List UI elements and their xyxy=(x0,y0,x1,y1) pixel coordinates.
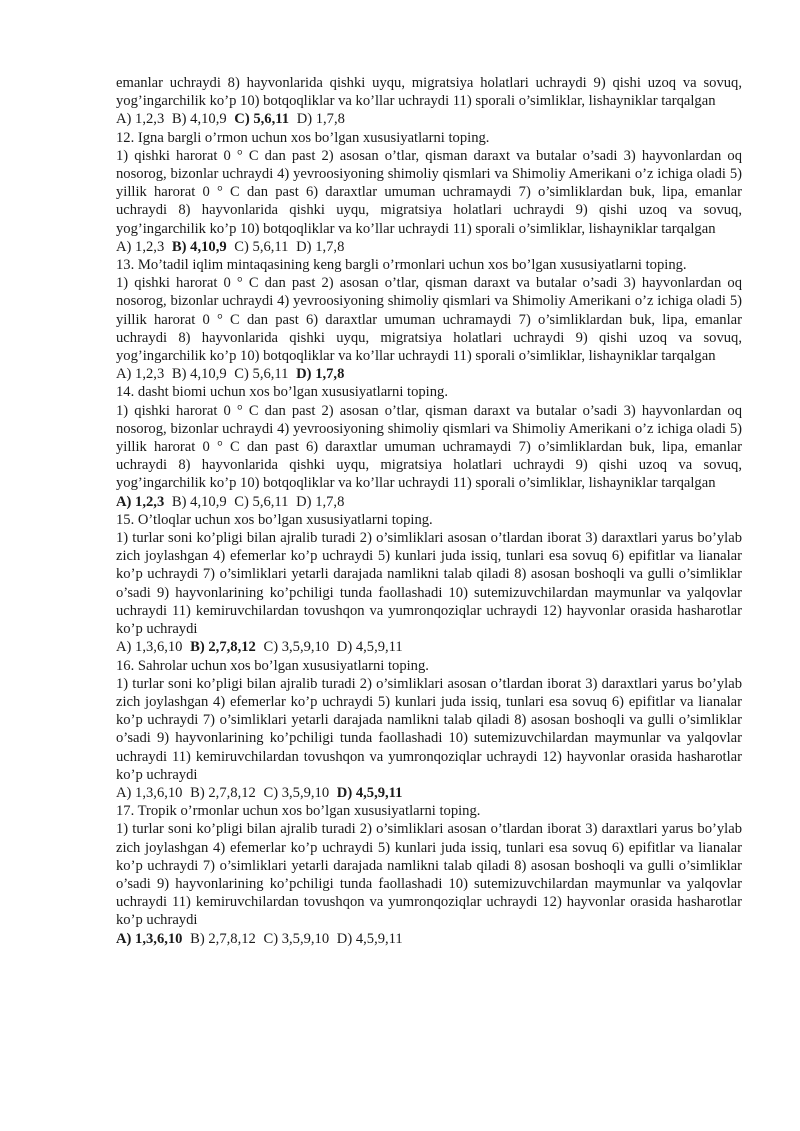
answer-option: D) 4,5,9,11 xyxy=(336,930,403,947)
answer-option: D) 1,7,8 xyxy=(296,238,345,255)
question-body: 1) qishki harorat 0 ° C dan past 2) asosan o’tlar, qisman daraxt va butalar o’sadi 3) hayvonlardan oq nosorog, bizonlar uchraydi 4) yevroosiyoning shimoliy qismlari va Shimoliy Amerikani o’z ichiga oladi 5) yillik harorat 0 ° C dan past 6) daraxtlar umuman uchramaydi 7) o’simliklardan buk, lipa, emanlar uchraydi 8) hayvonlarida qishki uyqu, migratsiya holatlari uchraydi 9) qishi uzoq va sovuq, yog’ingarchilik ko’p 10) botqoqliklar va ko’llar uchraydi 11) sporali o’simliklar, lishayniklar tarqalgan xyxy=(116,275,742,365)
intro-answers xyxy=(116,110,742,128)
answer-option: B) 4,10,9 xyxy=(171,111,227,128)
question-body: 1) turlar soni ko’pligi bilan ajralib turadi 2) o’simliklari asosan o’tlardan iborat 3) daraxtlari yarus bo’ylab zich joylashgan 4) efemerlar ko’p uchraydi 5) kunlari juda issiq, tunlari esa sovuq 6) epifitlar va lianalar ko’p uchraydi 7) o’simliklari yetarli darajada namlikni talab qiladi 8) asosan boshoqli va gulli o’simliklar o’sadi 9) hayvonlarining ko’pchiligi tunda faollashadi 10) sutemizuvchilardan maymunlar va yalqovlar uchraydi 11) kemiruvchilardan tovushqon va yumronqoziqlar uchraydi 12) hayvonlar orasida hasharotlar ko’p uchraydi xyxy=(116,821,742,929)
answer-option: C) 5,6,11 xyxy=(234,493,289,510)
question-answers xyxy=(116,238,742,256)
question-title: 14. dasht biomi uchun xos bo’lgan xususiyatlarni toping. xyxy=(116,384,448,401)
question-body: 1) qishki harorat 0 ° C dan past 2) asosan o’tlar, qisman daraxt va butalar o’sadi 3) hayvonlardan oq nosorog, bizonlar uchraydi 4) yevroosiyoning shimoliy qismlari va Shimoliy Amerikani o’z ichiga oladi 5) yillik harorat 0 ° C dan past 6) daraxtlar umuman uchramaydi 7) o’simliklardan buk, lipa, emanlar uchraydi 8) hayvonlarida qishki uyqu, migratsiya holatlari uchraydi 9) qishi uzoq va sovuq, yog’ingarchilik ko’p 10) botqoqliklar va ko’llar uchraydi 11) sporali o’simliklar, lishayniklar tarqalgan xyxy=(116,147,742,237)
answer-option: D) 1,7,8 xyxy=(296,111,345,128)
answer-option: C) 3,5,9,10 xyxy=(263,639,330,656)
answer-option: B) 2,7,8,12 xyxy=(190,930,256,947)
question-title: 16. Sahrolar uchun xos bo’lgan xususiyatlarni toping. xyxy=(116,657,429,674)
answer-option: A) 1,2,3 xyxy=(116,366,165,383)
answer-option: D) 1,7,8 xyxy=(296,366,345,383)
question-answers xyxy=(116,784,742,802)
question-answers xyxy=(116,365,742,383)
question-title: 13. Mo’tadil iqlim mintaqasining keng bargli o’rmonlari uchun xos bo’lgan xususiyatlarni toping. xyxy=(116,257,687,274)
question-14 xyxy=(116,383,742,510)
question-title: 12. Igna bargli o’rmon uchun xos bo’lgan xususiyatlarni toping. xyxy=(116,129,490,146)
question-body: 1) turlar soni ko’pligi bilan ajralib turadi 2) o’simliklari asosan o’tlardan iborat 3) daraxtlari yarus bo’ylab zich joylashgan 4) efemerlar ko’p uchraydi 5) kunlari juda issiq, tunlari esa sovuq 6) epifitlar va lianalar ko’p uchraydi 7) o’simliklari yetarli darajada namlikni talab qiladi 8) asosan boshoqli va gulli o’simliklar o’sadi 9) hayvonlarining ko’pchiligi tunda faollashadi 10) sutemizuvchilardan maymunlar va yalqovlar uchraydi 11) kemiruvchilardan tovushqon va yumronqoziqlar uchraydi 12) hayvonlar orasida hasharotlar ko’p uchraydi xyxy=(116,675,742,783)
question-answers xyxy=(116,493,742,511)
answer-option: A) 1,2,3 xyxy=(116,238,165,255)
question-body: 1) qishki harorat 0 ° C dan past 2) asosan o’tlar, qisman daraxt va butalar o’sadi 3) hayvonlardan oq nosorog, bizonlar uchraydi 4) yevroosiyoning shimoliy qismlari va Shimoliy Amerikani o’z ichiga oladi 5) yillik harorat 0 ° C dan past 6) daraxtlar umuman uchramaydi 7) o’simliklardan buk, lipa, emanlar uchraydi 8) hayvonlarida qishki uyqu, migratsiya holatlari uchraydi 9) qishi uzoq va sovuq, yog’ingarchilik ko’p 10) botqoqliklar va ko’llar uchraydi 11) sporali o’simliklar, lishayniklar tarqalgan xyxy=(116,402,742,492)
question-17 xyxy=(116,802,742,948)
answer-option: A) 1,3,6,10 xyxy=(116,639,183,656)
question-answers xyxy=(116,930,742,948)
question-15 xyxy=(116,511,742,657)
question-body: 1) turlar soni ko’pligi bilan ajralib turadi 2) o’simliklari asosan o’tlardan iborat 3) daraxtlari yarus bo’ylab zich joylashgan 4) efemerlar ko’p uchraydi 5) kunlari juda issiq, tunlari esa sovuq 6) epifitlar va lianalar ko’p uchraydi 7) o’simliklari yetarli darajada namlikni talab qiladi 8) asosan boshoqli va gulli o’simliklar o’sadi 9) hayvonlarining ko’pchiligi tunda faollashadi 10) sutemizuvchilardan maymunlar va yalqovlar uchraydi 11) kemiruvchilardan tovushqon va yumronqoziqlar uchraydi 12) hayvonlar orasida hasharotlar ko’p uchraydi xyxy=(116,530,742,638)
answer-option: C) 5,6,11 xyxy=(234,111,290,128)
intro-paragraph: emanlar uchraydi 8) hayvonlarida qishki uyqu, migratsiya holatlari uchraydi 9) qishi uzoq va sovuq, yog’ingarchilik ko’p 10) botqoqliklar va ko’llar uchraydi 11) sporali o’simliklar, lishayniklar tarqalgan xyxy=(116,75,742,110)
answer-option: B) 4,10,9 xyxy=(171,493,227,510)
question-title: 15. O’tloqlar uchun xos bo’lgan xususiyatlarni toping. xyxy=(116,511,433,528)
answer-option: D) 4,5,9,11 xyxy=(336,639,403,656)
question-title: 17. Tropik o’rmonlar uchun xos bo’lgan xususiyatlarni toping. xyxy=(116,803,481,820)
answer-option: B) 2,7,8,12 xyxy=(190,784,256,801)
answer-option: B) 4,10,9 xyxy=(171,366,227,383)
question-12 xyxy=(116,129,742,256)
answer-option: A) 1,2,3 xyxy=(116,111,165,128)
answer-option: C) 3,5,9,10 xyxy=(263,784,330,801)
question-answers xyxy=(116,638,742,656)
answer-option: D) 1,7,8 xyxy=(296,493,345,510)
answer-option: C) 5,6,11 xyxy=(234,366,289,383)
answer-option: B) 2,7,8,12 xyxy=(190,639,256,656)
answer-option: D) 4,5,9,11 xyxy=(336,784,403,801)
answer-option: B) 4,10,9 xyxy=(171,238,227,255)
answer-option: C) 5,6,11 xyxy=(234,238,289,255)
answer-option: A) 1,2,3 xyxy=(116,493,165,510)
answer-option: A) 1,3,6,10 xyxy=(116,784,183,801)
question-13 xyxy=(116,256,742,383)
question-16 xyxy=(116,657,742,803)
answer-option: A) 1,3,6,10 xyxy=(116,930,183,947)
answer-option: C) 3,5,9,10 xyxy=(263,930,330,947)
